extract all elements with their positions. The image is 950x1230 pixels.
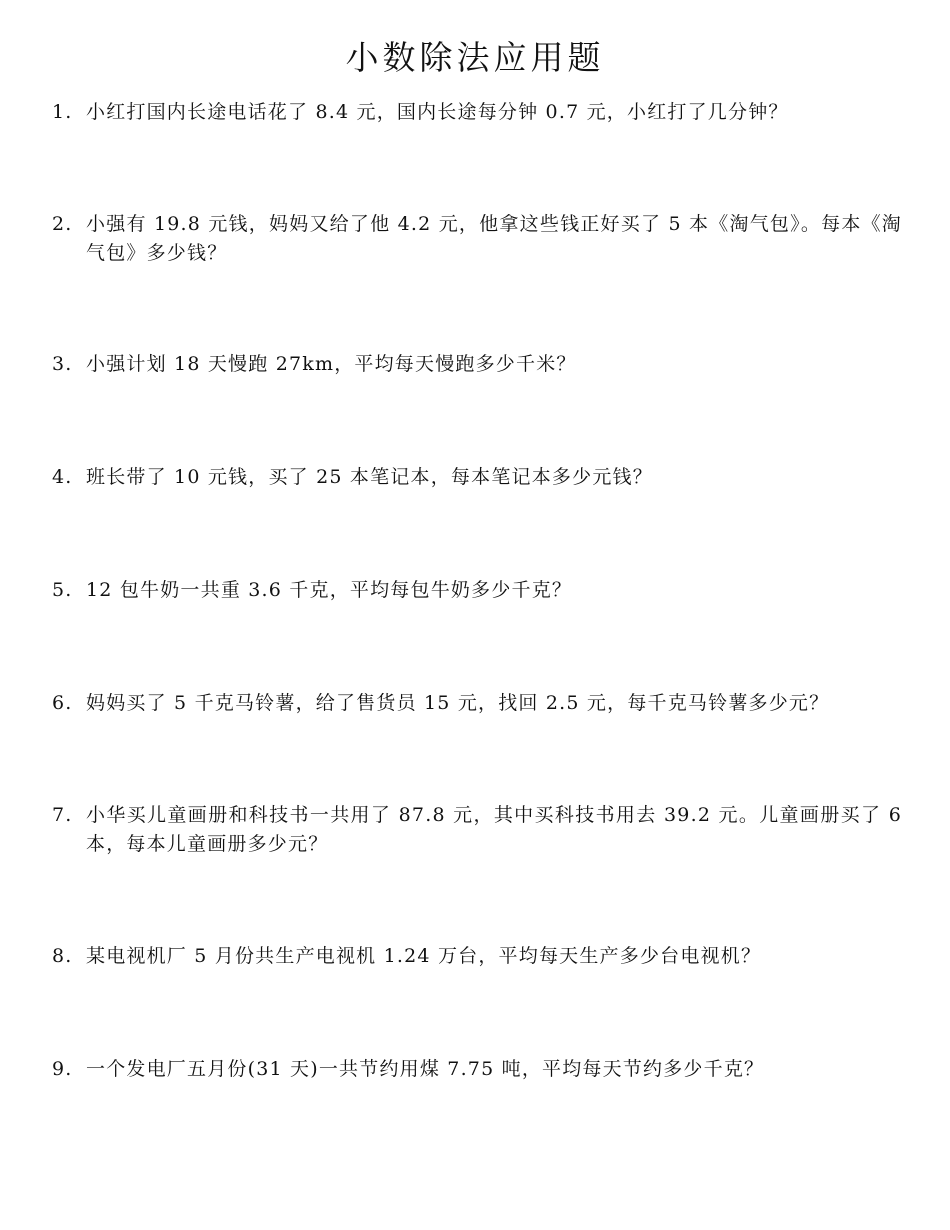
problem-number: 9. xyxy=(52,1058,73,1080)
problem-item xyxy=(52,1055,902,1084)
problem-number: 4. xyxy=(52,466,73,488)
problem-number: 1. xyxy=(52,101,73,123)
problem-text: 小强计划 18 天慢跑 27km，平均每天慢跑多少千米？ xyxy=(86,353,577,375)
problem-number: 8. xyxy=(52,945,73,967)
problem-number: 3. xyxy=(52,353,73,375)
problem-number: 7. xyxy=(52,804,73,826)
problem-text: 班长带了 10 元钱，买了 25 本笔记本，每本笔记本多少元钱？ xyxy=(86,466,653,488)
problem-item xyxy=(52,463,902,492)
problem-number: 2. xyxy=(52,213,73,235)
problem-text: 小华买儿童画册和科技书一共用了 87.8 元，其中买科技书用去 39.2 元。儿童画册买了 6 本，每本儿童画册多少元？ xyxy=(86,804,902,855)
problem-text: 小红打国内长途电话花了 8.4 元，国内长途每分钟 0.7 元，小红打了几分钟？ xyxy=(86,101,789,123)
problem-text: 妈妈买了 5 千克马铃薯，给了售货员 15 元，找回 2.5 元，每千克马铃薯多少元？ xyxy=(86,692,830,714)
problem-item xyxy=(52,210,902,268)
problem-text: 12 包牛奶一共重 3.6 千克，平均每包牛奶多少千克？ xyxy=(86,579,573,601)
problem-text: 小强有 19.8 元钱，妈妈又给了他 4.2 元，他拿这些钱正好买了 5 本《淘气包》。每本《淘气包》多少钱？ xyxy=(86,213,902,264)
problem-text: 一个发电厂五月份(31 天)一共节约用煤 7.75 吨，平均每天节约多少千克？ xyxy=(86,1058,765,1080)
problem-item xyxy=(52,98,902,127)
problem-text: 某电视机厂 5 月份共生产电视机 1.24 万台，平均每天生产多少台电视机？ xyxy=(86,945,762,967)
problem-item xyxy=(52,576,902,605)
worksheet-title: 小数除法应用题 xyxy=(345,38,605,77)
problem-number: 6. xyxy=(52,692,73,714)
problem-item xyxy=(52,942,902,971)
problem-item xyxy=(52,801,902,859)
problem-number: 5. xyxy=(52,579,73,601)
problem-item xyxy=(52,350,902,379)
problem-item xyxy=(52,689,902,718)
